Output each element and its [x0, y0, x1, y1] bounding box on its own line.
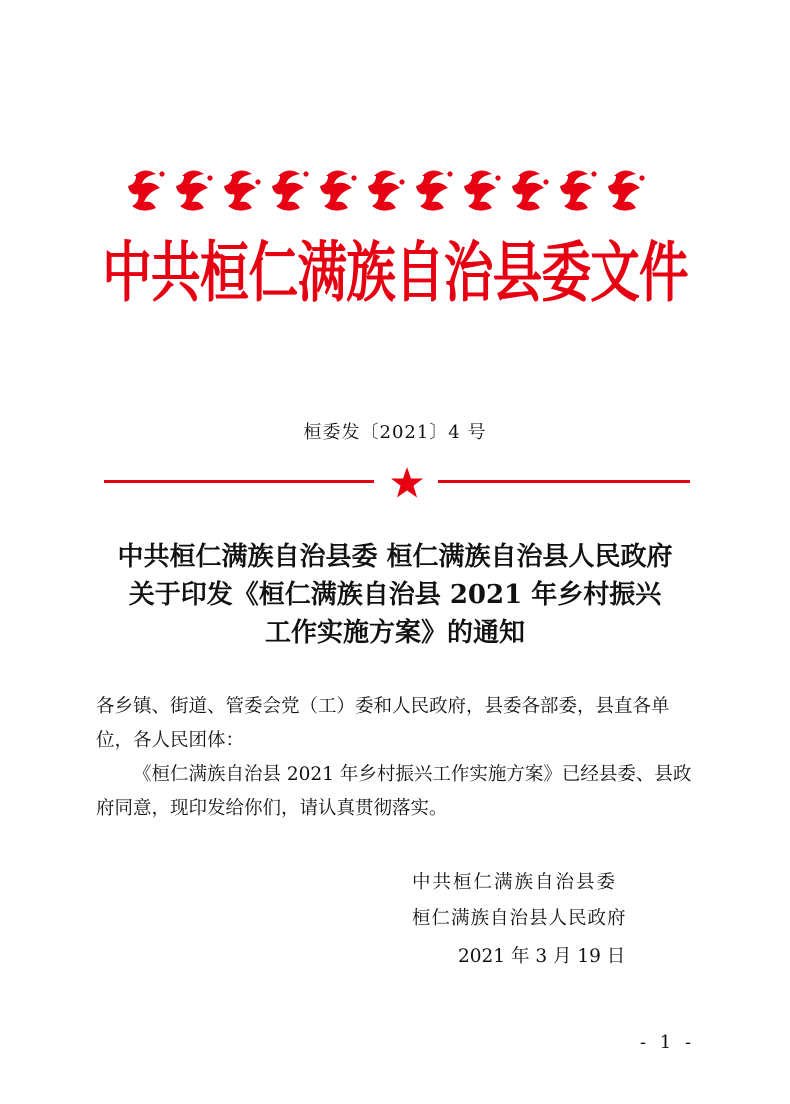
- signature-org-2: 桓仁满族自治县人民政府: [412, 908, 627, 929]
- recipients: 各乡镇、街道、管委会党（工）委和人民政府，县委各部委，县直各单位，各人民团体：: [96, 696, 670, 751]
- mongolian-glyph: [368, 170, 405, 210]
- mongolian-glyph: [320, 170, 357, 210]
- title-line-2: 关于印发《桓仁满族自治县 2021 年乡村振兴: [128, 580, 662, 610]
- title-line-1: 中共桓仁满族自治县委 桓仁满族自治县人民政府: [117, 542, 673, 572]
- star-icon: [390, 466, 424, 500]
- mongolian-script-line: [120, 162, 660, 222]
- title-line-3: 工作实施方案》的通知: [264, 618, 525, 648]
- body-paragraph: 《桓仁满族自治县 2021 年乡村振兴工作实施方案》已经县委、县政府同意，现印发给你们，请认真贯彻落实。: [96, 764, 692, 819]
- mongolian-glyph: [416, 170, 453, 210]
- masthead-title: 中共桓仁满族自治县委文件: [102, 234, 688, 311]
- red-divider-right: [438, 480, 690, 483]
- notice-title: [60, 538, 730, 652]
- mongolian-glyph: [464, 170, 501, 210]
- signature-date: 2021 年 3 月 19 日: [458, 946, 626, 967]
- mongolian-glyph: [272, 170, 309, 210]
- mongolian-glyph: [608, 170, 645, 210]
- red-divider-left: [104, 480, 374, 483]
- mongolian-glyph: [560, 170, 597, 210]
- document-number: 桓委发〔2021〕4 号: [303, 422, 487, 443]
- signature-org-1: 中共桓仁满族自治县委: [412, 872, 618, 893]
- mongolian-glyph: [128, 170, 165, 210]
- mongolian-glyph: [176, 170, 213, 210]
- page-number: - 1 -: [640, 1032, 696, 1053]
- notice-body: [96, 690, 696, 826]
- mongolian-glyph: [512, 170, 549, 210]
- mongolian-glyph: [224, 170, 261, 210]
